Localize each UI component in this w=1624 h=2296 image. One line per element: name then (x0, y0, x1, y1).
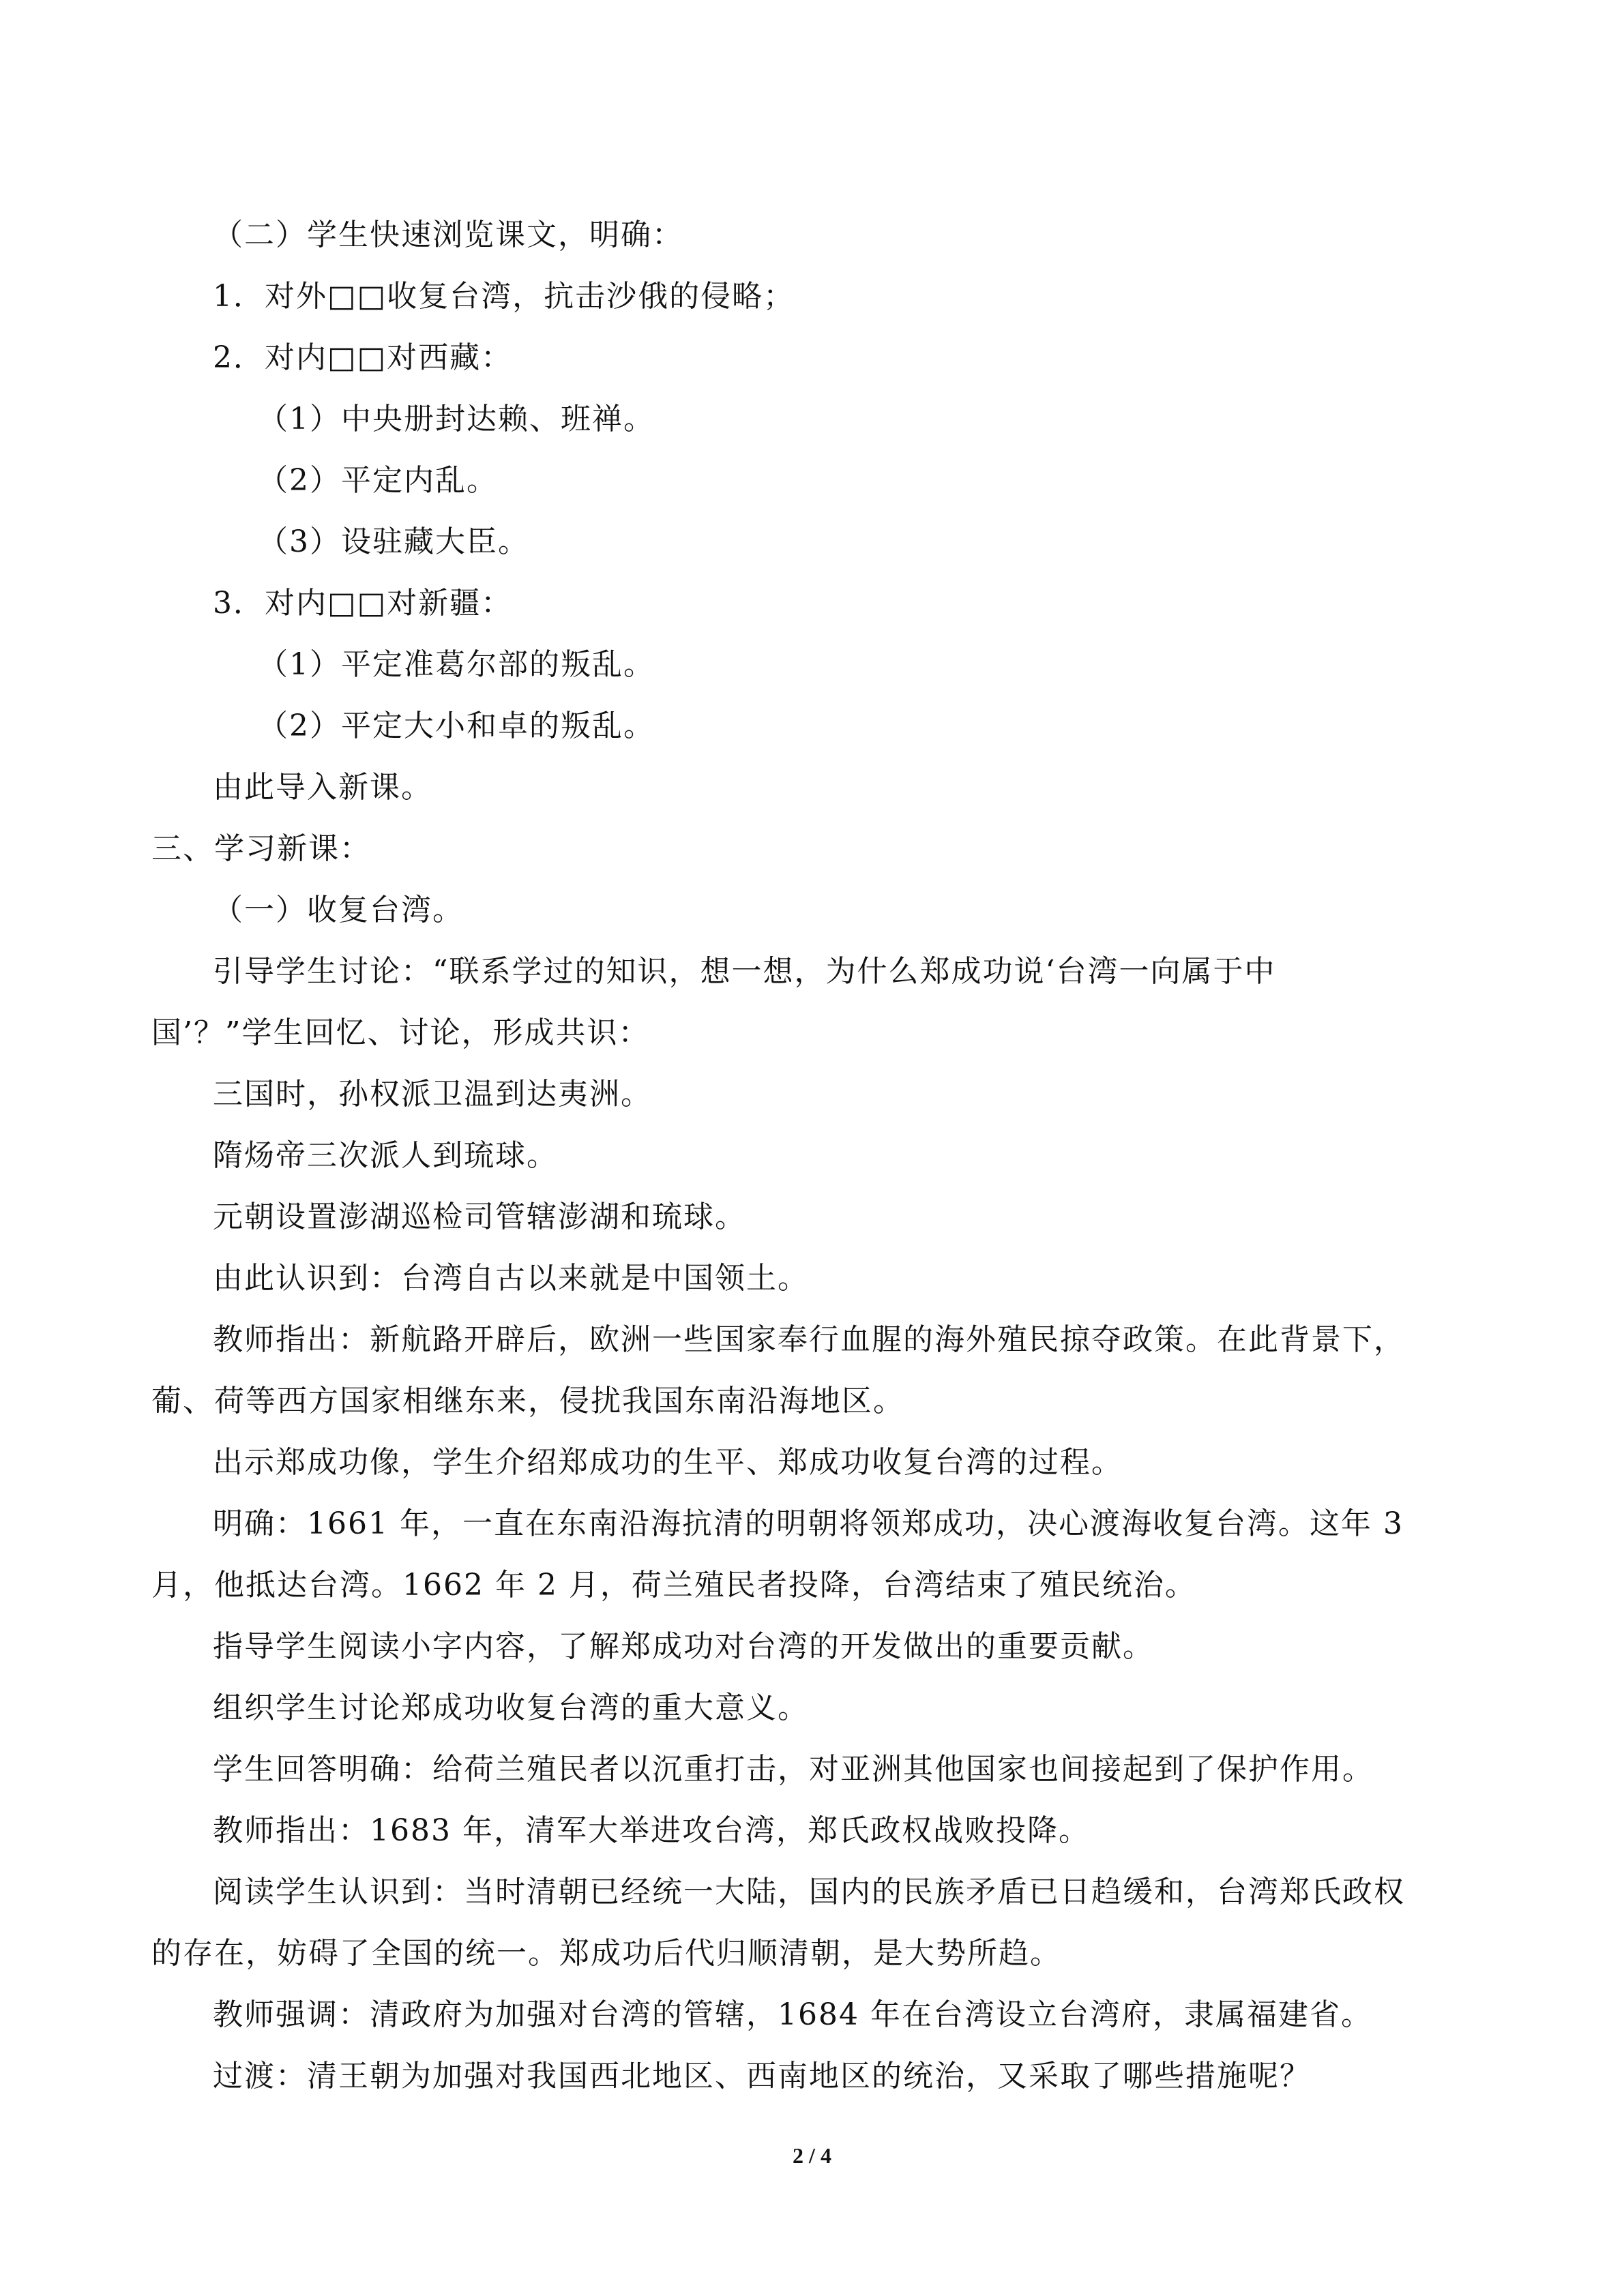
text-line: 的存在，妨碍了全国的统一。郑成功后代归顺清朝，是大势所趋。 (151, 1936, 1061, 1971)
subsection-heading: （一）收复台湾。 (213, 893, 464, 927)
text-line: 教师指出：1683 年，清军大举进攻台湾，郑氏政权战败投降。 (213, 1813, 1090, 1848)
text-line: 葡、荷等西方国家相继东来，侵扰我国东南沿海地区。 (151, 1384, 904, 1418)
text-line: 教师强调：清政府为加强对台湾的管辖，1684 年在台湾设立台湾府，隶属福建省。 (213, 1997, 1372, 2032)
page-number: 2 / 4 (793, 2143, 831, 2168)
text-line: （1）中央册封达赖、班禅。 (258, 402, 655, 436)
text-line: 3．对内□□对新疆： (213, 586, 513, 621)
text-line: （2）平定大小和卓的叛乱。 (258, 709, 655, 743)
text-line: 1．对外□□收复台湾，抗击沙俄的侵略； (213, 279, 795, 314)
text-line: （2）平定内乱。 (258, 463, 498, 498)
text-line: 由此导入新课。 (213, 770, 432, 805)
text-line: 出示郑成功像，学生介绍郑成功的生平、郑成功收复台湾的过程。 (213, 1445, 1123, 1480)
section-heading: 三、学习新课： (151, 831, 371, 866)
text-line: （1）平定准葛尔部的叛乱。 (258, 647, 655, 682)
text-line: 三国时，孙权派卫温到达夷洲。 (213, 1077, 652, 1112)
text-line: （3）设驻藏大臣。 (258, 524, 529, 559)
text-line: 教师指出：新航路开辟后，欧洲一些国家奉行血腥的海外殖民掠夺政策。在此背景下， (213, 1322, 1405, 1357)
text-line: （二）学生快速浏览课文，明确： (213, 218, 683, 252)
text-line: 学生回答明确：给荷兰殖民者以沉重打击，对亚洲其他国家也间接起到了保护作用。 (213, 1752, 1374, 1787)
text-line: 由此认识到：台湾自古以来就是中国领土。 (213, 1261, 809, 1296)
text-line: 2．对内□□对西藏： (213, 340, 513, 375)
text-line: 月，他抵达台湾。1662 年 2 月，荷兰殖民者投降，台湾结束了殖民统治。 (151, 1568, 1196, 1602)
text-line: 引导学生讨论：“联系学过的知识，想一想，为什么郑成功说‘台湾一向属于中 (213, 954, 1276, 989)
text-line: 明确：1661 年，一直在东南沿海抗清的明朝将领郑成功，决心渡海收复台湾。这年 3 (213, 1506, 1404, 1541)
text-line: 隋炀帝三次派人到琉球。 (213, 1138, 558, 1173)
text-line: 组织学生讨论郑成功收复台湾的重大意义。 (213, 1690, 809, 1725)
text-line: 过渡：清王朝为加强对我国西北地区、西南地区的统治，又采取了哪些措施呢？ (213, 2059, 1311, 2093)
text-line: 指导学生阅读小字内容，了解郑成功对台湾的开发做出的重要贡献。 (213, 1629, 1154, 1664)
text-line: 阅读学生认识到：当时清朝已经统一大陆，国内的民族矛盾已日趋缓和，台湾郑氏政权 (213, 1875, 1405, 1909)
text-line: 国’？”学生回忆、讨论，形成共识： (151, 1015, 650, 1050)
text-line: 元朝设置澎湖巡检司管辖澎湖和琉球。 (213, 1199, 746, 1234)
